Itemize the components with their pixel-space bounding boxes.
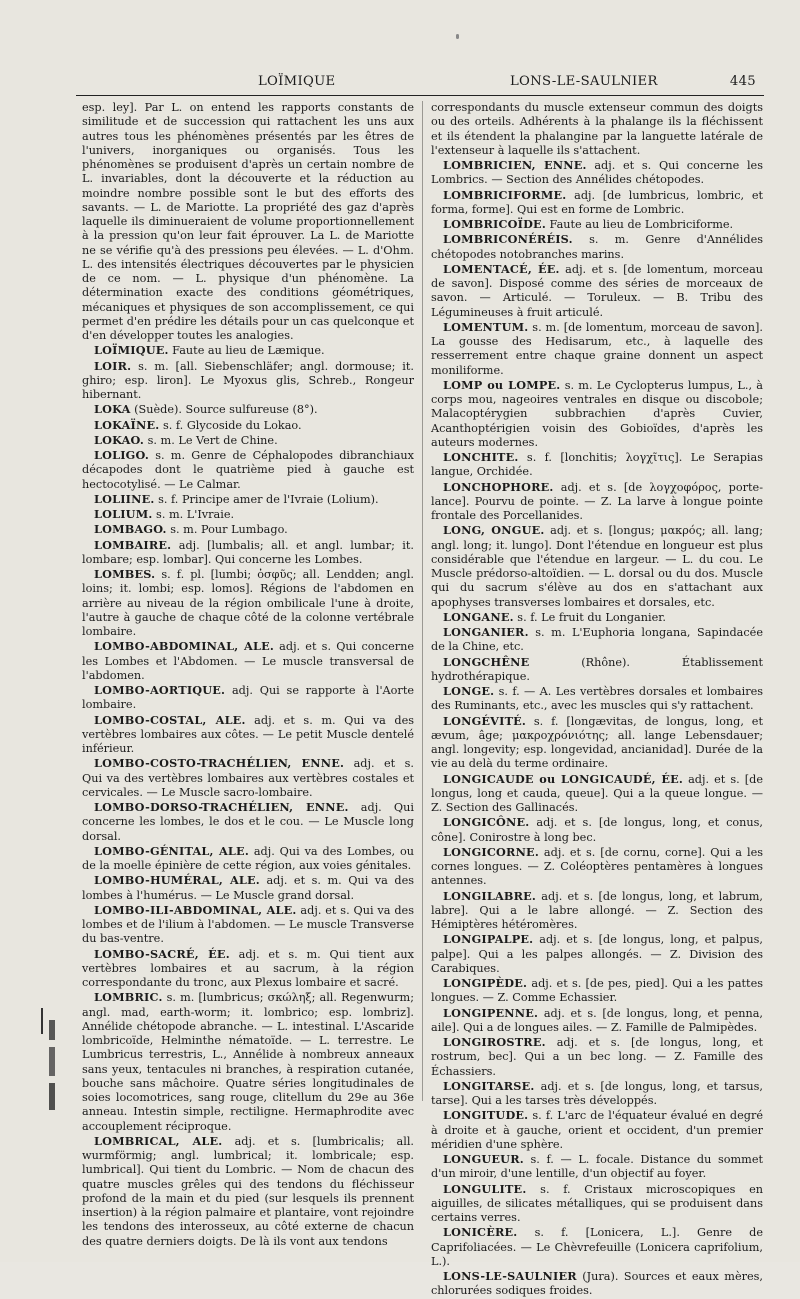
dictionary-entry xyxy=(431,320,763,378)
dictionary-entry xyxy=(431,480,763,524)
dictionary-entry xyxy=(431,450,763,480)
entry-headword: LONGE. xyxy=(443,684,495,698)
entry-definition: adj. et s. Qui concerne les Lombes et l'Abdomen. — Le muscle transversal de l'abdomen. xyxy=(82,640,415,682)
entry-headword: LONGIROSTRE. xyxy=(443,1035,546,1049)
dictionary-entry xyxy=(82,343,414,358)
entry-headword: LOMBO-SACRÉ, ÉE. xyxy=(94,946,230,961)
entry-headword: LONGIPALPE. xyxy=(443,932,534,947)
entry-definition: adj. Qui se rapporte à l'Aorte lombaire. xyxy=(82,684,414,712)
dictionary-entry xyxy=(82,713,414,757)
entry-definition: adj. et s. Qui concerne les Lombrics. — Section des Annélides chétopodes. xyxy=(431,159,763,187)
entry-headword: LOÏMIQUE. xyxy=(94,343,169,358)
entry-definition: adj. et s. [lumbricalis; all. wurmförmig; angl. lumbrical; it. lombricale; esp. lumbrical]. Qui tient du Lombric. — Nom de chacun des quatre muscles grêles qui des tendons du fléchisseur profond de la main et du pied (sur lesquels ils prennent insertion) à la région palmaire et plantaire, vont rejoindre les tendons des interosseux, au côté externe de chacun des quatre derniers doigts. De là ils vont aux tendons xyxy=(82,1134,414,1248)
dictionary-entry xyxy=(431,1225,763,1269)
entry-definition: adj. et s. [de pes, pied]. Qui a les pattes longues. — Z. Comme Echassier. xyxy=(431,977,764,1005)
entry-headword: LONGANIER. xyxy=(443,625,529,639)
dictionary-entry xyxy=(431,889,763,933)
entry-definition: s. f. Le fruit du Longanier. xyxy=(517,610,666,624)
entry-definition: (Suède). Source sulfureuse (8°). xyxy=(134,403,318,417)
entry-headword: LONGANE. xyxy=(443,609,514,624)
dictionary-entry xyxy=(431,1035,763,1079)
entry-definition: s. f. [lonchitis; λογχῖτις]. Le Serapias langue, Orchidée. xyxy=(431,451,764,479)
dictionary-entry xyxy=(431,625,763,655)
entry-definition: adj. et s. [de longus, long, et conus, cône]. Conirostre à long bec. xyxy=(431,816,763,844)
header-last-word: LONS-LE-SAULNIER xyxy=(510,74,658,89)
entry-headword: LOMBRICIEN, ENNE. xyxy=(443,158,587,172)
dictionary-entry xyxy=(82,903,414,947)
entry-definition: adj. et s. [de cornu, corne]. Qui a les cornes longues. — Z. Coléoptères pentamères à longues antennes. xyxy=(431,845,764,888)
column-divider xyxy=(422,101,423,1101)
entry-definition: adj. et s. m. Qui va des vertèbres lombaires aux côtes. — Le petit Muscle dentelé inférieur. xyxy=(82,713,415,755)
entry-headword: LOMBES. xyxy=(94,567,156,581)
dictionary-entry xyxy=(431,1152,763,1182)
entry-headword: LOKAÏNE. xyxy=(94,417,160,432)
entry-headword: LOMBO-DORSO-TRACHÉLIEN, ENNE. xyxy=(94,800,349,814)
dictionary-entry xyxy=(431,815,763,845)
entry-headword: LOMBAIRE. xyxy=(94,537,172,552)
dictionary-entry xyxy=(82,507,414,522)
entry-headword: LOMBRICONÉRÉIS. xyxy=(443,232,573,247)
entry-definition: Faute au lieu de Lombriciforme. xyxy=(549,218,734,231)
dictionary-entry xyxy=(82,639,414,683)
entry-definition: s. f. Glycoside du Lokao. xyxy=(162,418,302,432)
entry-definition: adj. et s. m. Qui va des lombes à l'humérus. — Le Muscle grand dorsal. xyxy=(82,874,415,902)
entry-definition: adj. et s. [de longus, long, et penna, aile]. Qui a de longues ailes. — Z. Famille de Palmipèdes. xyxy=(431,1006,763,1034)
entry-headword: LOLIGO. xyxy=(94,448,149,462)
dictionary-entry xyxy=(431,1108,763,1152)
dictionary-entry xyxy=(431,523,763,610)
page-number: 445 xyxy=(729,74,756,89)
dictionary-entry xyxy=(431,378,763,450)
entry-headword: LONGITARSE. xyxy=(443,1078,535,1093)
right-column xyxy=(431,101,763,1299)
entry-headword: LONGCHÊNE xyxy=(443,654,530,669)
entry-definition: adj. et s. [de longus, long, et labrum, labre]. Qui a le labre allongé. — Z. Section des Hémiptères hétéromères. xyxy=(431,889,763,931)
entry-headword: LOMBO-ABDOMINAL, ALE. xyxy=(94,639,274,654)
entry-definition: s. m. Le Cyclopterus lumpus, L., à corps mou, nageoires ventrales en disque ou discobole; Malacoptérygien subbrachien d'après Cuvier, Acanthoptérigien voisin des Gobioïdes, d'après les auteurs modernes. xyxy=(431,378,763,449)
dictionary-entry xyxy=(82,448,414,492)
dictionary-entry xyxy=(431,684,763,714)
dictionary-entry xyxy=(431,262,763,320)
header-first-word: LOÏMIQUE xyxy=(258,74,336,89)
dictionary-entry xyxy=(82,800,414,844)
entry-headword: LOKA xyxy=(94,402,131,417)
entry-definition: s. f. — L. focale. Distance du sommet d'un miroir, d'une lentille, d'un objectif au foyer. xyxy=(431,1153,764,1181)
dictionary-entry xyxy=(82,947,414,991)
dictionary-entry xyxy=(431,976,763,1006)
entry-headword: LONGICÔNE. xyxy=(443,815,530,830)
entry-headword: LOMBO-HUMÉRAL, ALE. xyxy=(94,873,260,888)
entry-headword: LONGICORNE. xyxy=(443,844,539,859)
entry-headword: LONG, ONGUE. xyxy=(443,523,545,538)
running-header xyxy=(70,74,764,96)
dictionary-entry xyxy=(431,1182,763,1226)
entry-headword: LOMENTUM. xyxy=(443,319,529,334)
entry-definition: adj. et s. Qui va des vertèbres lombaires aux vertèbres costales et cervicales. — Le Muscle sacro-lombaire. xyxy=(82,757,415,799)
dictionary-entry xyxy=(431,158,763,188)
dictionary-entry xyxy=(431,232,763,262)
entry-definition: s. f. L'arc de l'équateur évalué en degré à droite et à gauche, orient et occident, d'un premier méridien d'une sphère. xyxy=(431,1109,763,1151)
entry-definition: s. f. [Lonicera, L.]. Genre de Caprifoliacées. — Le Chèvrefeuille (Lonicera caprifolium, L.). xyxy=(431,1226,763,1268)
dictionary-entry xyxy=(82,567,414,639)
entry-definition: adj. Qui va des Lombes, ou de la moelle épinière de cette région, aux voies génitales. xyxy=(82,844,414,872)
entry-definition: s. m. [de lomentum, morceau de savon]. La gousse des Hedisarum, etc., à laquelle des resserrement entre chaque graine donnent un aspect moniliforme. xyxy=(431,320,763,377)
entry-definition: adj. et s. [de longus, long et cauda, queue]. Qui a la queue longue. — Z. Section des Gallinacés. xyxy=(431,772,764,814)
entry-headword: LONGILABRE. xyxy=(443,888,537,903)
entry-headword: LONGIPÈDE. xyxy=(443,976,528,990)
entry-headword: LONGICAUDE ou LONGICAUDÉ, ÉE. xyxy=(443,771,684,786)
entry-definition: adj. [lumbalis; all. et angl. lumbar; it. lombare; esp. lombar]. Qui concerne les Lombes. xyxy=(82,538,414,566)
dictionary-entry xyxy=(431,1006,763,1036)
entry-headword: LOMBRICOÏDE. xyxy=(443,217,546,231)
entry-headword: LONGIPENNE. xyxy=(443,1005,539,1020)
dictionary-entry xyxy=(431,1079,763,1109)
dictionary-entry xyxy=(431,610,763,625)
entry-definition: adj. et s. [de lomentum, morceau de savon]. Disposé comme des séries de morceaux de savon. — Articulé. — Toruleux. — B. Tribu des Légumineuses à fruit articulé. xyxy=(431,262,764,319)
entry-headword: LONGÉVITÉ. xyxy=(443,713,527,728)
left-column xyxy=(82,101,414,1249)
dictionary-entry xyxy=(431,101,763,158)
dictionary-entry xyxy=(82,873,414,903)
entry-headword: LONS-LE-SAULNIER xyxy=(443,1269,577,1283)
dictionary-entry xyxy=(431,714,763,772)
dictionary-entry xyxy=(82,844,414,874)
entry-definition: adj. et s. Qui va des lombes et de l'ilium à l'abdomen. — Le muscle Transverse du bas-ventre. xyxy=(82,903,414,946)
entry-definition: s. f. Cristaux microscopiques en aiguilles, de silicates métalliques, qui se produisent dans certains verres. xyxy=(431,1182,763,1224)
dictionary-entry xyxy=(82,683,414,713)
binding-mark xyxy=(49,1020,55,1110)
entry-definition: s. m. [all. Siebenschläfer; angl. dormouse; it. ghiro; esp. liron]. Le Myoxus glis, Schreb., Rongeur hibernant. xyxy=(82,359,414,401)
entry-definition: s. f. — A. Les vertèbres dorsales et lombaires des Ruminants, etc., avec les muscles qui s'y rattachent. xyxy=(431,685,764,713)
entry-definition: correspondants du muscle extenseur commun des doigts ou des orteils. Adhérents à la phalange ils la fléchissent et ils étendent la phalangine par la languette latérale de l'extenseur à laquelle ils s'attachent. xyxy=(431,101,763,157)
entry-definition: s. m. Genre de Céphalopodes dibranchiaux décapodes dont le quatrième pied à gauche est hectocotylisé. — Le Calmar. xyxy=(82,449,414,491)
entry-headword: LOKAO. xyxy=(94,432,145,447)
entry-headword: LOIR. xyxy=(94,358,132,373)
entry-definition: Faute au lieu de Læmique. xyxy=(172,344,325,358)
dictionary-entry xyxy=(431,1269,763,1299)
entry-definition: (Jura). Sources et eaux mères, chlorurées sodiques froides. xyxy=(431,1270,763,1298)
entry-headword: LOMENTACÉ, ÉE. xyxy=(443,261,560,276)
entry-headword: LOMBO-COSTAL, ALE. xyxy=(94,712,246,727)
dictionary-entry xyxy=(82,402,414,417)
dictionary-entry xyxy=(82,101,414,343)
entry-definition: esp. ley]. Par L. on entend les rapports constants de similitude et de succession qui rattachent les uns aux autres tous les phénomènes présentés par les êtres de l'univers, inorganiques ou organisés. Tous les phénomènes se produisent d'après un certain nombre de L. invariables, dont la découverte et la réduction au moindre nombre possible sont le but des efforts des savants. — L. de Mariotte. La propriété des gaz d'après laquelle ils diminueraient de volume proportionnellement à la pression qu'on leur fait éprouver. La L. de Mariotte ne se vérifie qu'à des pressions peu élevées. — L. d'Ohm. L. des intensités électriques découvertes par le physicien de ce nom. — L. physique d'un phénomène. La détermination exacte des conditions géométriques, mécaniques et physiques de son accomplissement, ce qui permet d'en prédire les détails pour un cas quelconque et d'en développer toutes les analogies. xyxy=(82,101,414,342)
entry-definition: adj. et s. [de longus, long, et tarsus, tarse]. Qui a les tarses très développés. xyxy=(431,1079,764,1107)
entry-headword: LONGULITE. xyxy=(443,1181,527,1196)
dictionary-entry xyxy=(82,756,414,800)
dictionary-entry xyxy=(431,932,763,976)
entry-headword: LOMBRICAL, ALE. xyxy=(94,1133,223,1148)
entry-definition: adj. et s. m. Qui tient aux vertèbres lombaires et au sacrum, à la région correspondante du tronc, aux Plexus lombaire et sacré. xyxy=(82,947,415,989)
entry-definition: s. m. Pour Lumbago. xyxy=(170,523,288,537)
entry-headword: LOMBO-ILI-ABDOMINAL, ALE. xyxy=(94,902,297,917)
entry-definition: s. f. pl. [lumbi; ὀσφῦς; all. Lendden; angl. loins; it. lombi; esp. lomos]. Régions de l'abdomen en arrière au niveau de la région ombilicale l'une à droite, l'autre à gauche de chaque côté de la colonne vertébrale lombaire. xyxy=(82,568,414,638)
dictionary-entry xyxy=(431,772,763,816)
entry-headword: LOMBO-AORTIQUE. xyxy=(94,683,226,697)
dictionary-entry xyxy=(431,655,763,685)
entry-definition: s. m. L'Euphoria longana, Sapindacée de la Chine, etc. xyxy=(431,626,763,654)
entry-definition: adj. Qui concerne les lombes, le dos et le cou. — Le Muscle long dorsal. xyxy=(82,801,414,843)
dictionary-entry xyxy=(431,188,763,218)
entry-definition: s. m. L'Ivraie. xyxy=(156,508,235,521)
dictionary-entry xyxy=(82,418,414,433)
dictionary-entry xyxy=(82,433,414,448)
entry-headword: LOMBO-COSTO-TRACHÉLIEN, ENNE. xyxy=(94,756,345,771)
entry-headword: LOMBRICIFORME. xyxy=(443,187,567,202)
dictionary-entry xyxy=(82,538,414,568)
entry-headword: LONICÈRE. xyxy=(443,1225,518,1240)
ink-speck xyxy=(456,34,459,39)
entry-definition: s. m. Le Vert de Chine. xyxy=(147,433,278,447)
entry-headword: LONCHITE. xyxy=(443,450,519,464)
entry-headword: LONCHOPHORE. xyxy=(443,479,554,494)
entry-definition: s. f. [longævitas, de longus, long, et ævum, âge; μακροχρόνιότης; all. lange Lebensdauer; angl. longevity; esp. longevidad, ancianidad]. Durée de la vie au delà du terme ordinaire. xyxy=(431,714,763,771)
entry-headword: LOLIINE. xyxy=(94,491,155,506)
entry-definition: adj. et s. [de longus, long, et rostrum, bec]. Qui a un bec long. — Z. Famille des Échassiers. xyxy=(431,1036,763,1078)
entry-definition: (Rhône). Établissement hydrothérapique. xyxy=(431,655,763,683)
margin-bracket xyxy=(41,1008,47,1034)
dictionary-entry xyxy=(82,990,414,1134)
dictionary-entry xyxy=(431,217,763,232)
entry-definition: adj. et s. [longus; μακρός; all. lang; angl. long; it. lungo]. Dont l'étendue en longueur est plus considérable que l'étendue en largeur. — L. du cou. Le Muscle prédorso-altoïdien. — L. dorsal ou du dos. Muscle qui du sacrum s'élève au dos en s'attachant aux apophyses transverses lombaires et dorsales, etc. xyxy=(431,524,763,609)
entry-headword: LOLIUM. xyxy=(94,507,153,521)
entry-definition: adj. et s. [de longus, long, et palpus, palpe]. Qui a les palpes allongés. — Z. Division des Carabiques. xyxy=(431,933,764,975)
entry-definition: s. m. [lumbricus; σκώληξ; all. Regenwurm; angl. mad, earth-worm; it. lombrico; esp. lombriz]. Annélide chétopode abranche. — L. intestinal. L'Ascaride lombricoïde, Helminthe nématoïde. — L. terrestre. Le Lumbricus terrestris, L., Annélide à nombreux anneaux sans yeux, tentacules ni branches, à respiration cutanée, bouche sans mâchoire. Quatre séries longitudinales de soies locomotrices, sang rouge, clitellum du 29e au 36e anneau. Intestin simple, rectiligne. Hermaphrodite avec accouplement réciproque. xyxy=(82,991,415,1133)
dictionary-entry xyxy=(82,522,414,537)
entry-headword: LOMBO-GÉNITAL, ALE. xyxy=(94,843,249,858)
dictionary-entry xyxy=(82,1134,414,1249)
entry-definition: s. m. Genre d'Annélides chétopodes notobranches marins. xyxy=(431,233,763,261)
dictionary-entry xyxy=(82,359,414,403)
header-rule xyxy=(76,95,764,96)
entry-headword: LOMP ou LOMPE. xyxy=(443,377,561,392)
entry-headword: LONGUEUR. xyxy=(443,1152,524,1166)
entry-headword: LOMBRIC. xyxy=(94,990,163,1005)
dictionary-entry xyxy=(431,845,763,889)
entry-definition: adj. [de lumbricus, lombric, et forma, forme]. Qui est en forme de Lombric. xyxy=(431,188,764,216)
entry-definition: adj. et s. [de λογχοφόρος, porte-lance]. Pourvu de pointe. — Z. La larve à longue pointe frontale des Porcellanides. xyxy=(431,480,764,522)
entry-headword: LONGITUDE. xyxy=(443,1108,529,1123)
dictionary-entry xyxy=(82,492,414,507)
entry-headword: LOMBAGO. xyxy=(94,522,167,537)
entry-definition: s. f. Principe amer de l'Ivraie (Lolium). xyxy=(158,492,379,506)
